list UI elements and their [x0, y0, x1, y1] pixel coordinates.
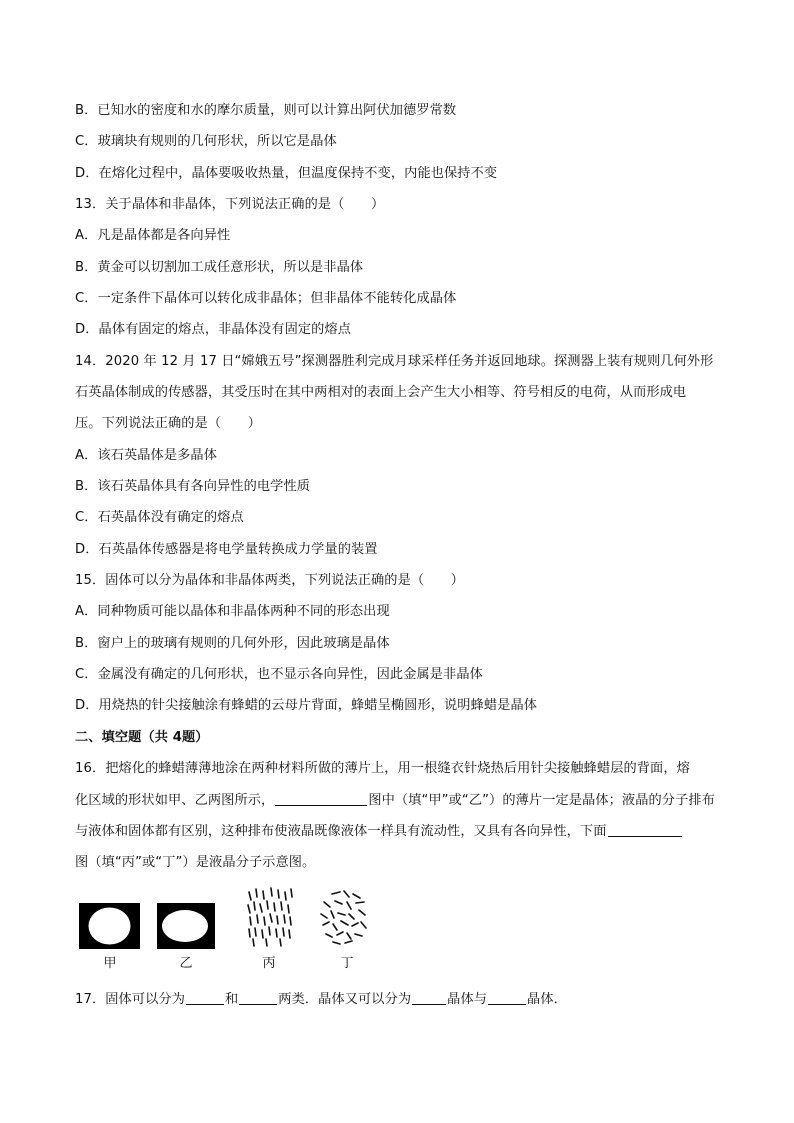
figure-ding — [318, 888, 370, 952]
text-segment: 17．固体可以分为 — [75, 992, 185, 1007]
text-segment: 晶体与 — [447, 992, 488, 1007]
fill-blank[interactable] — [488, 990, 526, 1005]
fill-blank[interactable] — [412, 990, 446, 1005]
figure-label: 甲 — [103, 956, 117, 971]
option-line: A．凡是晶体都是各向异性 — [75, 228, 231, 243]
section-heading: 二、填空题（共 4题） — [75, 730, 209, 745]
option-line: A．同种物质可能以晶体和非晶体两种不同的形态出现 — [75, 604, 390, 619]
text-segment: 图中（填“甲”或“乙”）的薄片一定是晶体；液晶的分子排布 — [368, 793, 715, 808]
crystal-melt-diagram-jia — [79, 903, 140, 949]
question-13: 13．关于晶体和非晶体，下列说法正确的是（ ） — [75, 197, 385, 212]
figure-label: 丙 — [262, 956, 276, 971]
figure-label: 丁 — [340, 956, 354, 971]
text-segment: 化区域的形状如甲、乙两图所示， — [75, 793, 275, 808]
figure-jia — [79, 903, 140, 953]
question-14: 14．2020 年 12 月 17 日“嫦娥五号”探测器胜利完成月球采样任务并返回地球。探测器上装有规则几何外形 — [75, 354, 714, 369]
option-line: D．石英晶体传感器是将电学量转换成力学量的装置 — [75, 542, 378, 557]
option-line: C．金属没有确定的几何形状，也不显示各向异性，因此金属是非晶体 — [75, 667, 483, 682]
crystal-melt-diagram-yi — [157, 903, 215, 949]
option-line: C．石英晶体没有确定的熔点 — [75, 510, 244, 525]
molecule-arrangement-bing — [245, 886, 295, 948]
option-line: C．玻璃块有规则的几何形状，所以它是晶体 — [75, 134, 337, 149]
option-line: B．窗户上的玻璃有规则的几何外形，因此玻璃是晶体 — [75, 636, 390, 651]
text-segment: 晶体． — [527, 992, 567, 1007]
fill-blank[interactable] — [608, 822, 682, 837]
figure-bing — [245, 886, 295, 952]
figure-label: 乙 — [179, 956, 193, 971]
fill-blank[interactable] — [186, 990, 224, 1005]
question-16-cont — [75, 822, 725, 842]
option-line: B．已知水的密度和水的摩尔质量，则可以计算出阿伏加德罗常数 — [75, 103, 457, 118]
text-segment: 和 — [225, 992, 239, 1007]
option-line: A．该石英晶体是多晶体 — [75, 448, 217, 463]
figure-row — [78, 886, 378, 971]
question-14-cont: 石英晶体制成的传感器，其受压时在其中两相对的表面上会产生大小相等、符号相反的电荷，从而形成电 — [75, 385, 687, 400]
question-16-cont — [75, 791, 725, 811]
option-line: B．黄金可以切割加工成任意形状，所以是非晶体 — [75, 260, 364, 275]
question-16-cont: 图（填“丙”或“丁”）是液晶分子示意图。 — [75, 855, 316, 870]
fill-blank[interactable] — [239, 990, 277, 1005]
fill-blank[interactable] — [275, 791, 367, 806]
option-line: D．晶体有固定的熔点，非晶体没有固定的熔点 — [75, 322, 352, 337]
molecule-arrangement-ding — [318, 888, 370, 948]
option-line: D．在熔化过程中，晶体要吸收热量，但温度保持不变，内能也保持不变 — [75, 166, 498, 181]
option-line: B．该石英晶体具有各向异性的电学性质 — [75, 479, 311, 494]
option-line: C．一定条件下晶体可以转化成非晶体；但非晶体不能转化成晶体 — [75, 291, 457, 306]
question-17 — [75, 990, 725, 1010]
question-15: 15．固体可以分为晶体和非晶体两类，下列说法正确的是（ ） — [75, 573, 465, 588]
question-14-cont: 压。下列说法正确的是（ ） — [75, 416, 262, 431]
figure-yi — [157, 903, 215, 953]
text-segment: 与液体和固体都有区别，这种排布使液晶既像液体一样具有流动性，又具有各向异性，下面 — [75, 824, 607, 839]
text-segment: 两类．晶体又可以分为 — [278, 992, 412, 1007]
question-16: 16．把熔化的蜂蜡薄薄地涂在两种材料所做的薄片上，用一根缝衣针烧热后用针尖接触蜂蜡层的背面，熔 — [75, 761, 690, 776]
option-line: D．用烧热的针尖接触涂有蜂蜡的云母片背面，蜂蜡呈椭圆形，说明蜂蜡是晶体 — [75, 698, 538, 713]
